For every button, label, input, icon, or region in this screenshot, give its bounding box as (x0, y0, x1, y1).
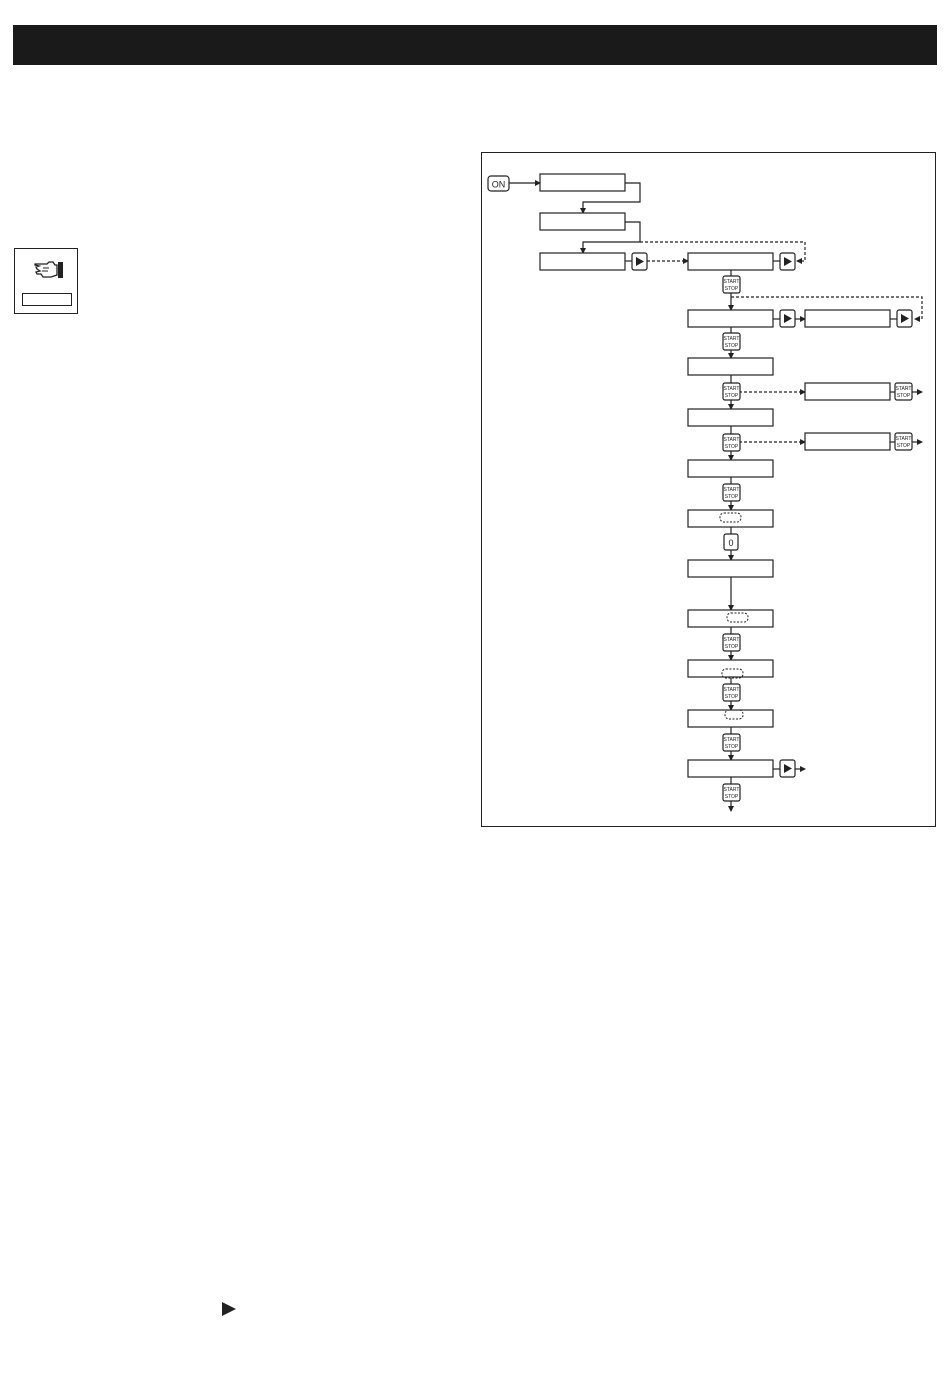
pointing-hand-icon (33, 257, 65, 283)
display-box-8 (805, 383, 890, 400)
start-stop-key-label: STOP (724, 494, 739, 500)
flowchart-svg (482, 153, 935, 826)
start-stop-key-label: START (895, 436, 912, 442)
start-stop-key-label: STOP (724, 694, 739, 700)
note-icon (14, 248, 78, 314)
right-arrow-key (897, 310, 912, 327)
right-arrow-key (632, 253, 647, 270)
start-stop-key (723, 634, 740, 651)
start-stop-key-label: START (723, 386, 740, 392)
header-bar (13, 25, 937, 65)
start-stop-key-label: START (723, 787, 740, 793)
display-box-12 (688, 510, 773, 527)
start-stop-key (723, 276, 740, 293)
zero-key-label: 0 (728, 538, 734, 548)
start-stop-key (723, 383, 740, 400)
start-stop-key (895, 433, 912, 450)
start-stop-key-label: STOP (724, 794, 739, 800)
right-arrow-key (780, 310, 795, 327)
start-stop-key (723, 684, 740, 701)
start-stop-key-label: STOP (896, 443, 911, 449)
start-stop-key-label: START (723, 487, 740, 493)
start-stop-key-label: STOP (724, 744, 739, 750)
start-stop-key (723, 434, 740, 451)
start-stop-key-label: START (895, 386, 912, 392)
start-stop-key (723, 333, 740, 350)
display-box-13 (688, 560, 773, 577)
display-box-5 (688, 310, 773, 327)
display-box-6 (805, 310, 890, 327)
start-stop-key-label: START (723, 637, 740, 643)
start-stop-key-label: START (723, 336, 740, 342)
on-key-label: ON (491, 179, 506, 190)
right-triangle-icon (221, 1301, 237, 1317)
flowchart-diagram (481, 152, 936, 827)
start-stop-key-label: START (723, 437, 740, 443)
start-stop-key (895, 383, 912, 400)
display-box-2 (540, 213, 625, 230)
note-label-box (22, 293, 72, 306)
start-stop-key-label: STOP (724, 286, 739, 292)
display-box-14 (688, 610, 773, 627)
display-box-3 (540, 253, 625, 270)
start-stop-key-label: STOP (724, 644, 739, 650)
right-arrow-key (780, 760, 795, 777)
display-box-1 (540, 174, 625, 191)
start-stop-key (723, 734, 740, 751)
display-box-7 (688, 358, 773, 375)
display-box-4 (688, 253, 773, 270)
display-box-9 (688, 409, 773, 426)
start-stop-key (723, 484, 740, 501)
start-stop-key (723, 784, 740, 801)
start-stop-key-label: STOP (896, 393, 911, 399)
start-stop-key-label: STOP (724, 393, 739, 399)
start-stop-key-label: START (723, 687, 740, 693)
display-box-10 (805, 433, 890, 450)
start-stop-key-label: START (723, 737, 740, 743)
right-arrow-key (780, 253, 795, 270)
start-stop-key-label: START (723, 279, 740, 285)
display-box-11 (688, 460, 773, 477)
start-stop-key-label: STOP (724, 444, 739, 450)
display-box-17 (688, 760, 773, 777)
start-stop-key-label: STOP (724, 343, 739, 349)
